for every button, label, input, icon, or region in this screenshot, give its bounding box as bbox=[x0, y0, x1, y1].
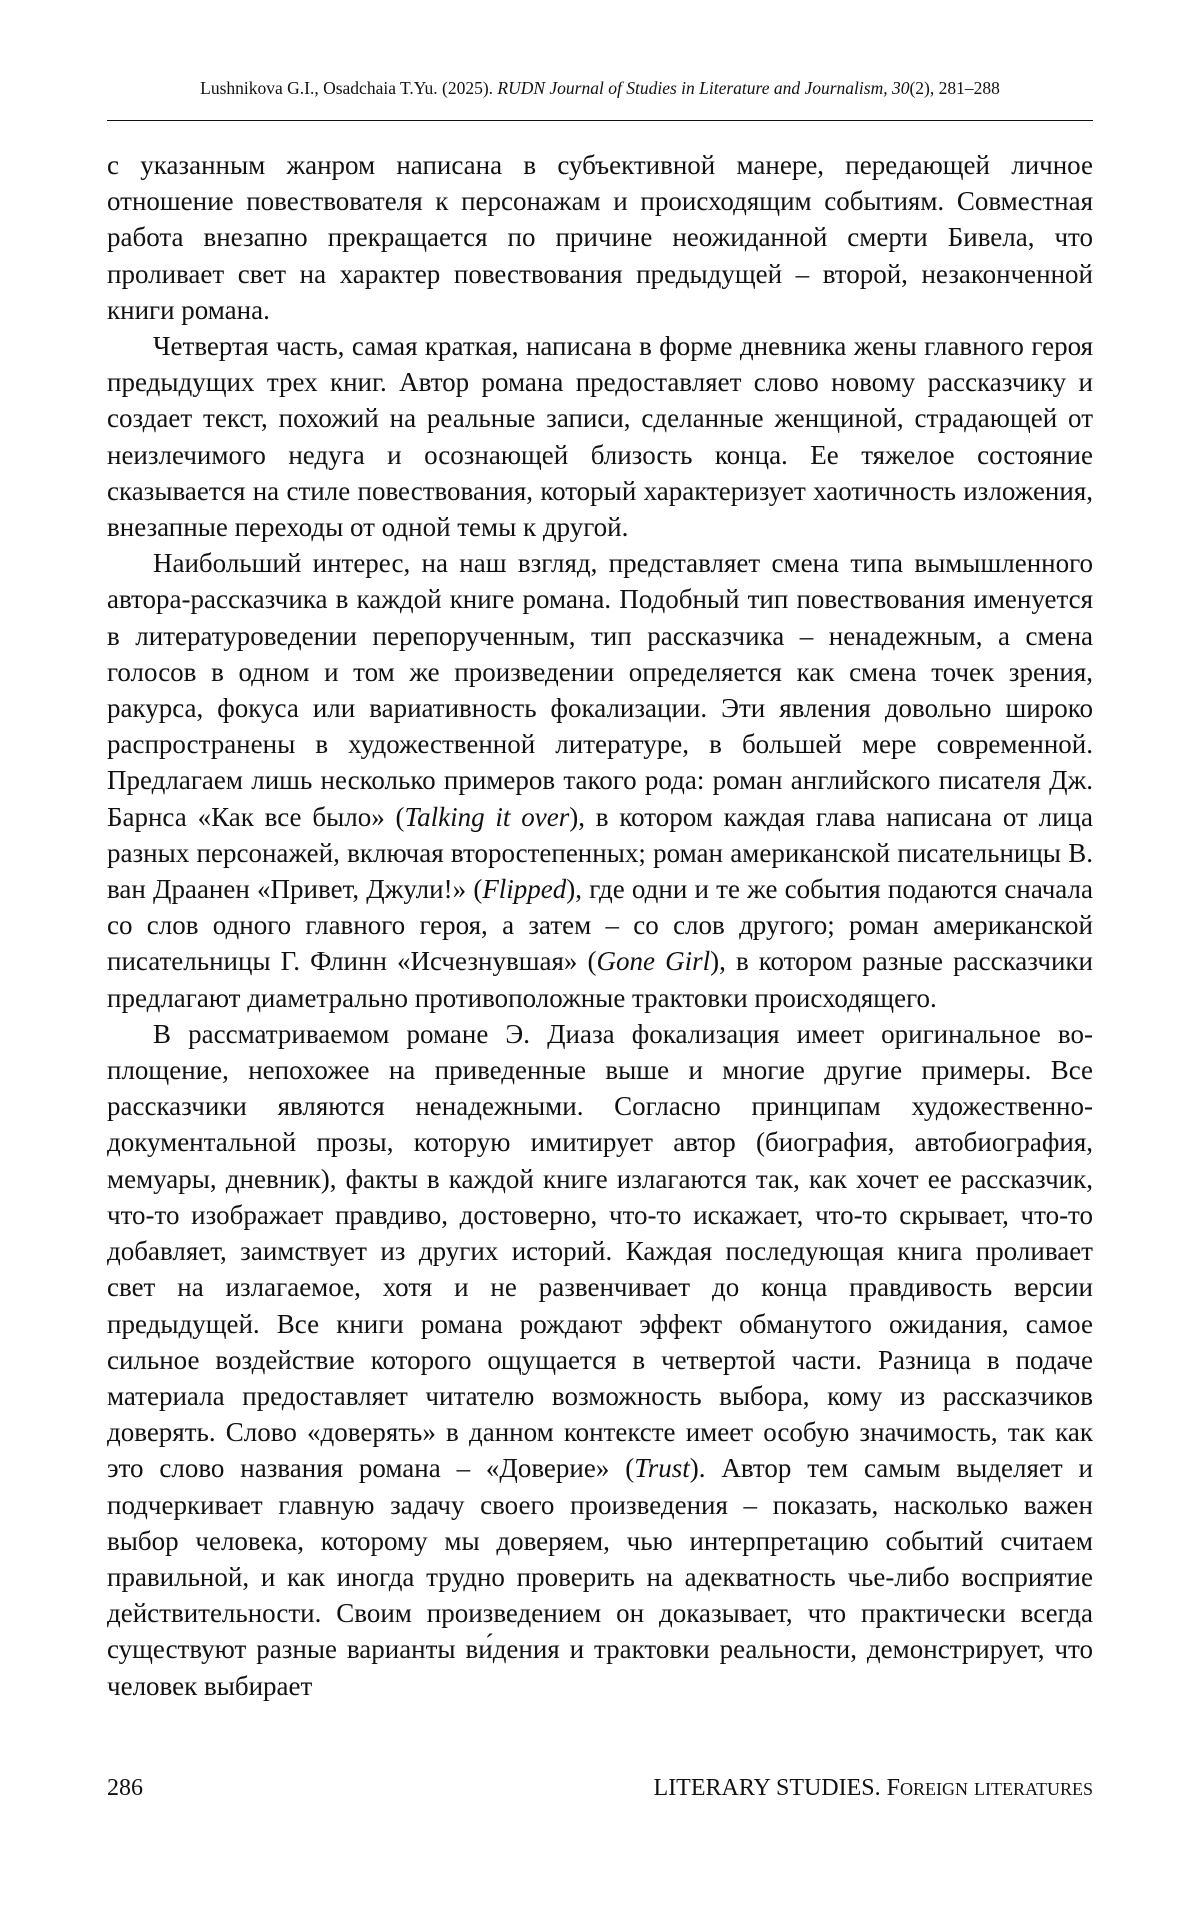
italic-title: Gone Girl bbox=[596, 946, 710, 976]
italic-title: Flipped bbox=[482, 874, 566, 904]
paragraph-1 bbox=[107, 147, 1093, 328]
running-head-journal: RUDN Journal of Studies in Literature and Journalism, bbox=[497, 78, 887, 98]
text-run: Четвертая часть, самая краткая, написана в форме дневника жены главно­го героя предыдущих трех книг. Автор романа предоставляет слово новому рассказчику и создает текст, похожий на реальные записи, сделанные женщи­ной, страдающей от неизлечимого недуга и осознающей близость конца. Ее тяжелое состояние сказывается на стиле повествования, который характери­зует хаотичность изложения, внезапные переходы от одной темы к другой. bbox=[107, 331, 1093, 542]
running-head bbox=[107, 76, 1093, 100]
section-label-main: LITERARY STUDIES. F bbox=[654, 1775, 900, 1801]
text-run: ), в котором каждая глава написана от лица разных персонажей, включая второстепенных; роман американской писательницы В. ван Драанен «Привет, Джули!» ( bbox=[107, 802, 1093, 904]
paragraph-2 bbox=[107, 328, 1093, 545]
page-number: 286 bbox=[107, 1773, 143, 1803]
text-run: с указанным жанром написана в субъективной манере, передающей личное отношение повествователя к персонажам и происходящим событиям. Со­вместная работа внезапно прекращается по причине неожиданной смерти Би­вела, что проливает свет на характер повествования предыдущей – второй, незаконченной книги романа. bbox=[107, 150, 1093, 325]
text-run: ), в котором разные рассказчики предлагают диа­метрально противоположные трактовки происходящего. bbox=[107, 946, 1093, 1012]
running-head-issue-pages: (2), 281–288 bbox=[909, 78, 999, 98]
text-run: ). Автор тем самым выделяет и подчеркивает главную задачу своего произведения – показать, насколько важен выбор человека, которому мы дове­ряем, чью интерпретацию событий считаем правильной, и как иногда трудно проверить на адекватность чье-либо восприятие действительности. Своим произведением он доказывает, что практически всегда существуют разные ва­рианты ви́дения и трактовки реальности, демонстрирует, что человек выбирает bbox=[107, 1453, 1093, 1700]
text-run: Наибольший интерес, на наш взгляд, представляет смена типа вымышлен­ного автора-рассказчика в каждой книге романа. Подобный тип повествования именуется в литературоведении перепорученным, тип рассказчика – ненадеж­ным, а смена голосов в одном и том же произведении определяется как смена точек зрения, ракурса, фокуса или вариативность фокализации. Эти явления довольно широко распространены в художественной литературе, в большей мере современной. Предлагаем лишь несколько примеров такого рода: роман английского писателя Дж. Барнса «Как все было» ( bbox=[107, 548, 1093, 831]
paragraph-4 bbox=[107, 1016, 1093, 1704]
paragraph-3 bbox=[107, 545, 1093, 1016]
header-rule bbox=[107, 120, 1093, 121]
journal-page bbox=[0, 0, 1200, 1906]
section-label bbox=[654, 1773, 1093, 1804]
section-label-small-2: LITERATURES bbox=[974, 1779, 1093, 1799]
running-head-authors: Lushnikova G.I., Osadchaia T.Yu. (2025). bbox=[200, 78, 493, 98]
section-label-small-1: OREIGN bbox=[900, 1779, 968, 1799]
italic-title: Trust bbox=[634, 1453, 690, 1483]
italic-title: Talking it over bbox=[405, 802, 570, 832]
text-run: В рассматриваемом романе Э. Диаза фокализация имеет оригинальное во­площение, непохожее на приведенные выше и многие другие примеры. Все рассказчики являются ненадежными. Согласно принципам художествен­но-документальной прозы, которую имитирует автор (биография, автобиогра­фия, мемуары, дневник), факты в каждой книге излагаются так, как хочет ее рассказчик, что-то изображает правдиво, достоверно, что-то искажает, что-то скрывает, что-то добавляет, заимствует из других историй. Каждая последую­щая книга проливает свет на излагаемое, хотя и не развенчивает до конца правдивость версии предыдущей. Все книги романа рождают эффект обману­того ожидания, самое сильное воздействие которого ощущается в четвертой части. Разница в подаче материала предоставляет читателю возможность вы­бора, кому из рассказчиков доверять. Слово «доверять» в данном контексте имеет особую значимость, так как это слово названия романа – «Доверие» ( bbox=[107, 1019, 1093, 1483]
running-head-volume: 30 bbox=[892, 78, 910, 98]
text-run: ), где одни и те же события подаются сначала со слов одного главного героя, а затем – со слов другого; роман американской писательницы Г. Флинн «Исчезнувшая» ( bbox=[107, 874, 1093, 976]
article-body bbox=[107, 147, 1093, 1704]
